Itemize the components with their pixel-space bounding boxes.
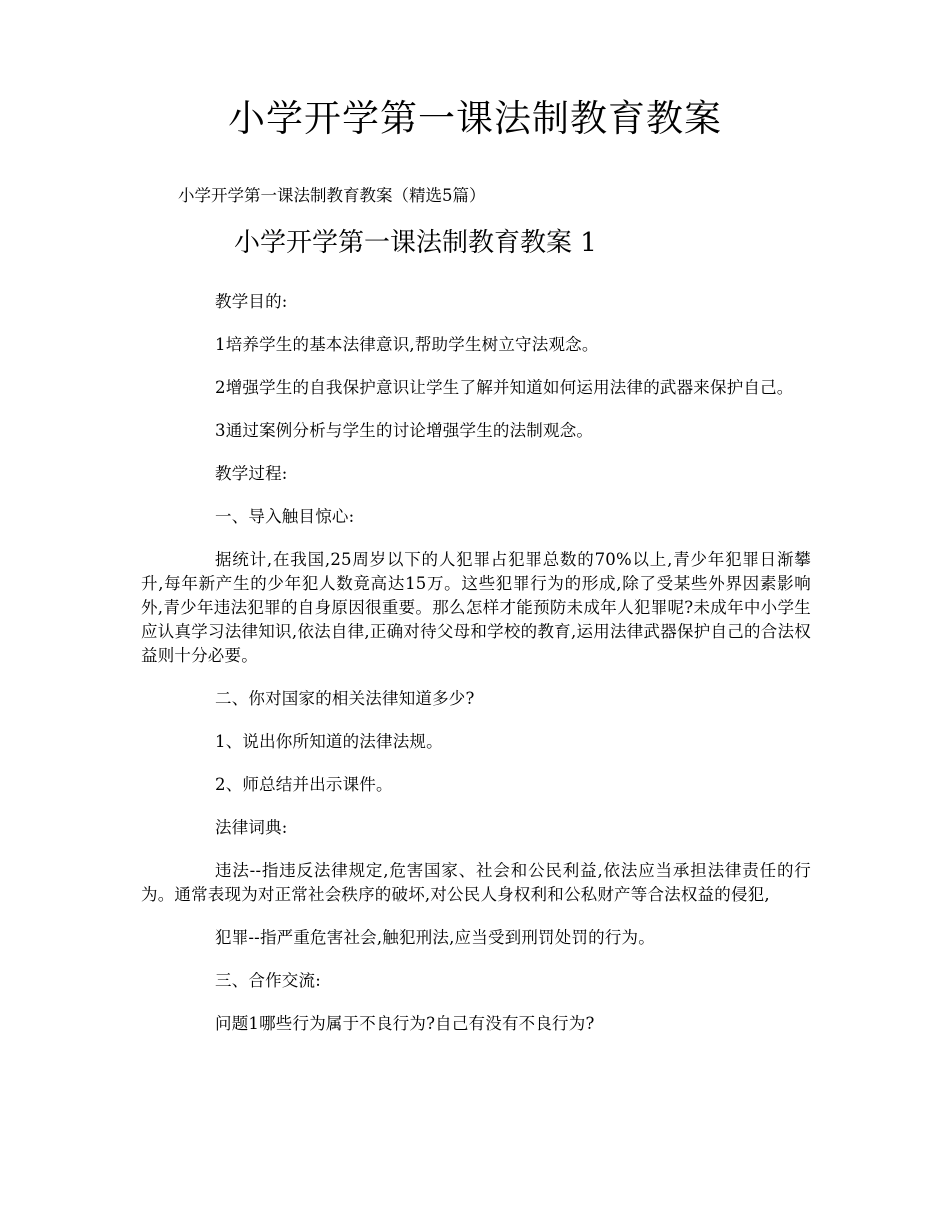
paragraph-objective-1: 1培养学生的基本法律意识,帮助学生树立守法观念。 bbox=[215, 335, 599, 354]
document-subtitle: 小学开学第一课法制教育教案（精选5篇） bbox=[178, 186, 486, 205]
section-heading: 小学开学第一课法制教育教案 1 bbox=[234, 228, 597, 258]
paragraph-step-2-item-2: 2、师总结并出示课件。 bbox=[215, 775, 393, 794]
paragraph-step-2-item-1: 1、说出你所知道的法律法规。 bbox=[215, 732, 443, 751]
document-title: 小学开学第一课法制教育教案 bbox=[228, 97, 722, 140]
paragraph-step-1-heading: 一、导入触目惊心: bbox=[215, 507, 355, 526]
paragraph-step-2-heading: 二、你对国家的相关法律知道多少? bbox=[215, 689, 475, 708]
document-body bbox=[141, 290, 811, 1055]
paragraph-statistics: 据统计,在我国,25周岁以下的人犯罪占犯罪总数的70%以上,青少年犯罪日渐攀升,每年新产生的少年犯人数竟高达15万。这些犯罪行为的形成,除了受某些外界因素影响外,青少年违法犯罪的自身原因很重要。那么怎样才能预防未成年人犯罪呢?未成年中小学生应认真学习法律知识,依法自律,正确对待父母和学校的教育,运用法律武器保护自己的合法权益则十分必要。 bbox=[141, 550, 811, 665]
paragraph-teaching-objective-heading: 教学目的: bbox=[215, 292, 288, 311]
paragraph-objective-2: 2增强学生的自我保护意识让学生了解并知道如何运用法律的武器来保护自己。 bbox=[215, 378, 794, 397]
paragraph-legal-dictionary-heading: 法律词典: bbox=[215, 818, 288, 837]
paragraph-question-1: 问题1哪些行为属于不良行为?自己有没有不良行为? bbox=[215, 1014, 595, 1033]
paragraph-step-3-heading: 三、合作交流: bbox=[215, 971, 321, 990]
paragraph-definition-crime: 犯罪--指严重危害社会,触犯刑法,应当受到刑罚处罚的行为。 bbox=[215, 928, 655, 947]
paragraph-objective-3: 3通过案例分析与学生的讨论增强学生的法制观念。 bbox=[215, 421, 594, 440]
paragraph-definition-violation: 违法--指违反法律规定,危害国家、社会和公民利益,依法应当承担法律责任的行为。通常表现为对正常社会秩序的破坏,对公民人身权利和公私财产等合法权益的侵犯, bbox=[141, 861, 811, 904]
paragraph-teaching-process-heading: 教学过程: bbox=[215, 464, 288, 483]
